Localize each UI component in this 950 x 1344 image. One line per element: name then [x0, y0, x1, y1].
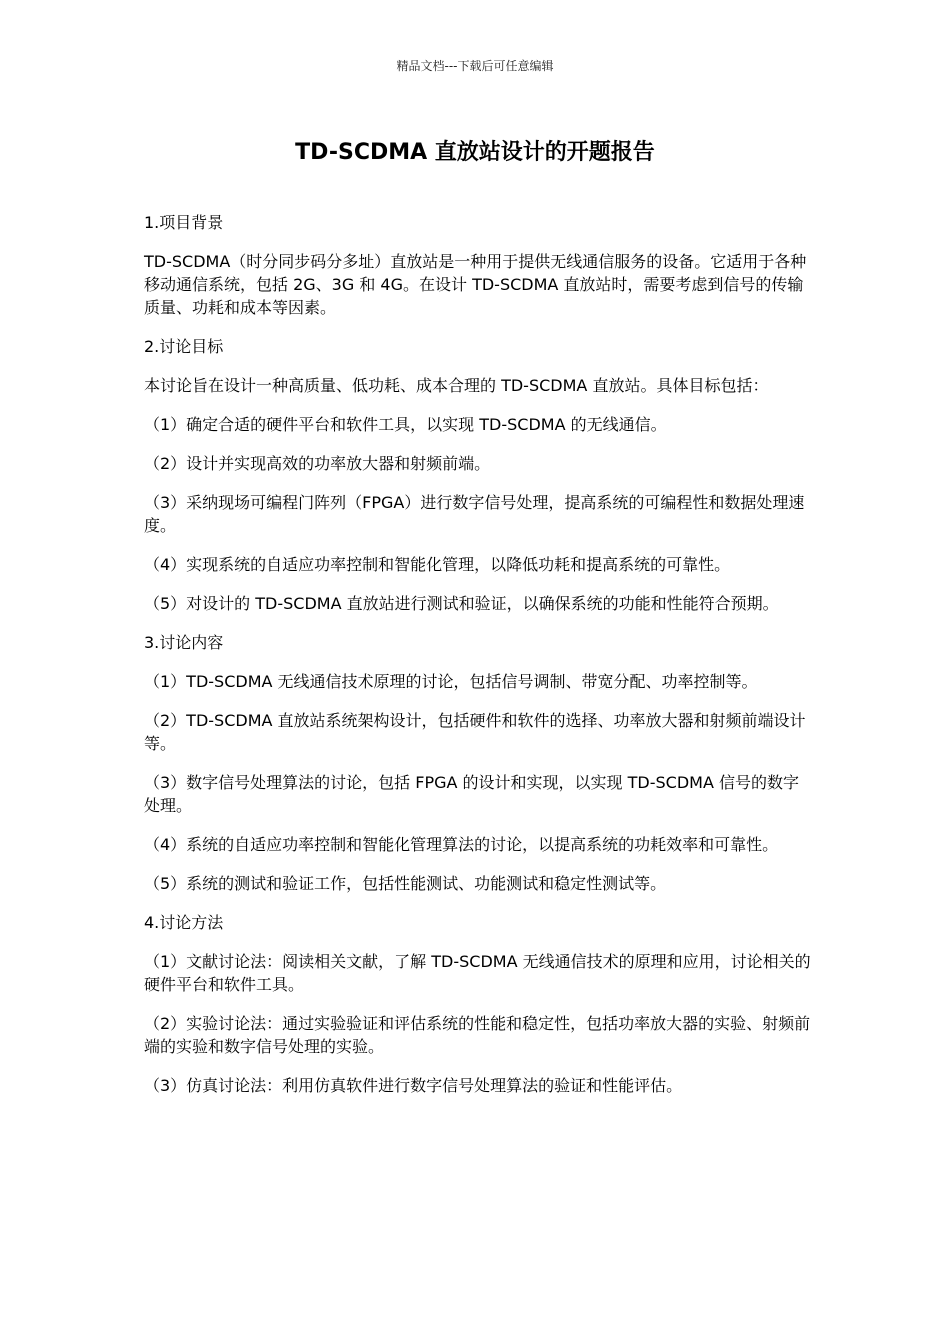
list-item: （4）系统的自适应功率控制和智能化管理算法的讨论，以提高系统的功耗效率和可靠性。 [144, 835, 779, 854]
section-heading: 1.项目背景 [144, 213, 224, 232]
section-heading: 2.讨论目标 [144, 337, 224, 356]
list-item: （2）实验讨论法：通过实验验证和评估系统的性能和稳定性，包括功率放大器的实验、射频前端的实验和数字信号处理的实验。 [144, 1014, 811, 1056]
list-item: （5）对设计的 TD-SCDMA 直放站进行测试和验证，以确保系统的功能和性能符合预期。 [144, 594, 779, 613]
page-header: 精品文档---下载后可任意编辑 [396, 59, 554, 73]
list-item: （5）系统的测试和验证工作，包括性能测试、功能测试和稳定性测试等。 [144, 874, 667, 893]
paragraph: 本讨论旨在设计一种高质量、低功耗、成本合理的 TD-SCDMA 直放站。具体目标包括： [144, 376, 769, 395]
list-item: （1）确定合适的硬件平台和软件工具，以实现 TD-SCDMA 的无线通信。 [144, 415, 667, 434]
list-item: （3）采纳现场可编程门阵列（FPGA）进行数字信号处理，提高系统的可编程性和数据处理速度。 [144, 493, 805, 535]
list-item: （3）数字信号处理算法的讨论，包括 FPGA 的设计和实现，以实现 TD-SCDMA 信号的数字处理。 [144, 773, 799, 815]
section-heading: 3.讨论内容 [144, 633, 224, 652]
list-item: （1）文献讨论法：阅读相关文献，了解 TD-SCDMA 无线通信技术的原理和应用，讨论相关的硬件平台和软件工具。 [144, 952, 811, 994]
list-item: （1）TD-SCDMA 无线通信技术原理的讨论，包括信号调制、带宽分配、功率控制等。 [144, 672, 758, 691]
list-item: （2）TD-SCDMA 直放站系统架构设计，包括硬件和软件的选择、功率放大器和射频前端设计等。 [144, 711, 806, 753]
list-item: （3）仿真讨论法：利用仿真软件进行数字信号处理算法的验证和性能评估。 [144, 1076, 683, 1095]
list-item: （4）实现系统的自适应功率控制和智能化管理，以降低功耗和提高系统的可靠性。 [144, 555, 731, 574]
document-title: TD-SCDMA 直放站设计的开题报告 [295, 140, 655, 165]
document-body [144, 211, 814, 1113]
list-item: （2）设计并实现高效的功率放大器和射频前端。 [144, 454, 491, 473]
section-heading: 4.讨论方法 [144, 913, 224, 932]
paragraph: TD-SCDMA（时分同步码分多址）直放站是一种用于提供无线通信服务的设备。它适用于各种移动通信系统，包括 2G、3G 和 4G。在设计 TD-SCDMA 直放站时，需要考虑到信号的传输质量、功耗和成本等因素。 [144, 252, 807, 317]
